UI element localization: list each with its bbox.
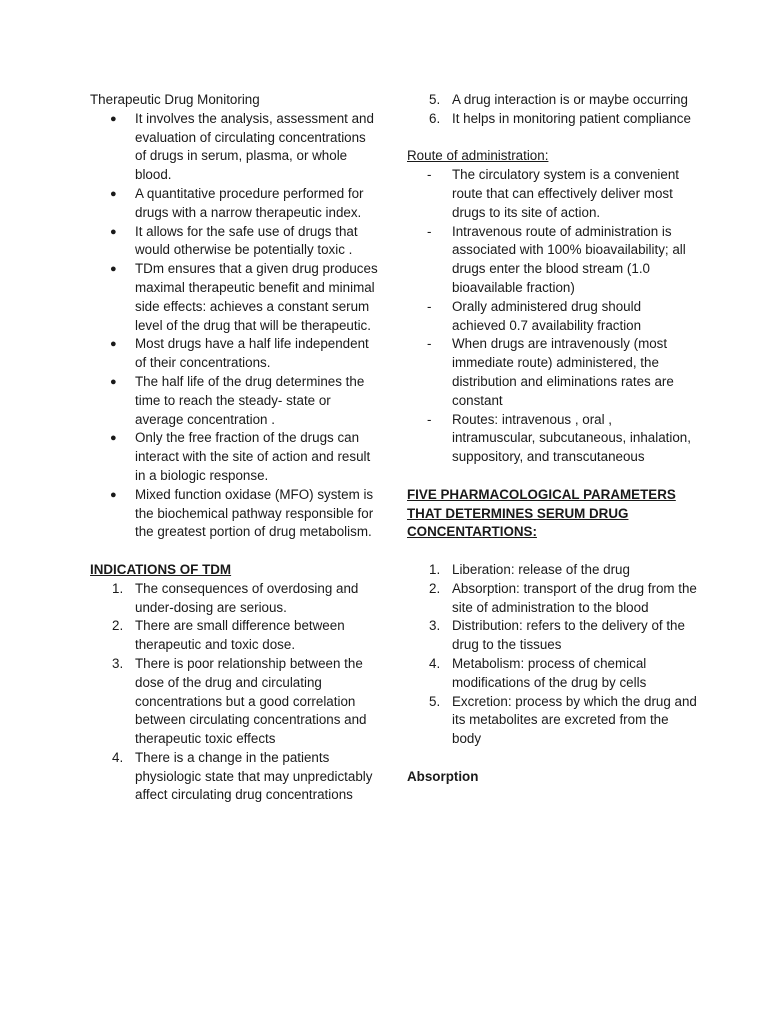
- indications-heading: INDICATIONS OF TDM: [90, 561, 232, 577]
- list-item-text: Mixed function oxidase (MFO) system is the biochemical pathway responsible for the greatest portion of drug metabolism.: [135, 486, 374, 540]
- list-number: 2.: [112, 618, 124, 634]
- params-list: [407, 561, 697, 749]
- list-item-text: The half life of the drug determines the time to reach the steady- state or average concentration .: [135, 373, 365, 427]
- absorption-heading: Absorption: [407, 768, 479, 784]
- list-item: [407, 335, 697, 410]
- indications-list: [90, 580, 380, 806]
- spacer: [407, 467, 697, 486]
- bullet-icon: ●: [110, 432, 117, 445]
- list-item-text: Metabolism: process of chemical modifications of the drug by cells: [452, 655, 647, 690]
- list-item-text: TDm ensures that a given drug produces maximal therapeutic benefit and minimal side effects: achieves a constant serum level of the drug that will be therapeutic.: [135, 261, 378, 333]
- bullet-icon: ●: [110, 112, 117, 125]
- list-item-text: Routes: intravenous , oral , intramuscular, subcutaneous, inhalation, suppository, and transcutaneous: [452, 411, 691, 465]
- params-heading: FIVE PHARMACOLOGICAL PARAMETERS THAT DETERMINES SERUM DRUG CONCENTARTIONS:: [407, 486, 676, 540]
- bullet-icon: ●: [110, 488, 117, 501]
- list-item: [90, 655, 380, 749]
- list-item-text: The consequences of overdosing and under-dosing are serious.: [135, 580, 359, 615]
- list-item-text: It allows for the safe use of drugs that would otherwise be potentially toxic .: [135, 223, 358, 258]
- list-item: [90, 486, 380, 542]
- dash-icon: -: [427, 336, 432, 352]
- bullet-icon: ●: [110, 187, 117, 200]
- list-number: 6.: [429, 110, 441, 126]
- list-item: [407, 166, 697, 222]
- list-item: [407, 580, 697, 618]
- section-title: Therapeutic Drug Monitoring: [90, 92, 260, 107]
- dash-icon: -: [427, 223, 432, 239]
- list-item: [407, 298, 697, 336]
- list-number: 5.: [429, 693, 441, 709]
- list-item-text: Liberation: release of the drug: [452, 561, 630, 577]
- list-item-text: It involves the analysis, assessment and evaluation of circulating concentrations of drugs in serum, plasma, or whole blood.: [135, 110, 374, 183]
- indications-list-continued: [407, 91, 697, 129]
- bullet-icon: ●: [110, 225, 117, 238]
- list-item-text: Absorption: transport of the drug from the site of administration to the blood: [452, 580, 697, 615]
- list-number: 2.: [429, 580, 441, 596]
- bullet-icon: ●: [110, 375, 117, 388]
- list-item-text: When drugs are intravenously (most immediate route) administered, the distribution and eliminations rates are constant: [452, 336, 674, 408]
- list-item-text: Excretion: process by which the drug and its metabolites are excreted from the body: [452, 693, 697, 747]
- list-number: 1.: [429, 561, 441, 577]
- list-item-text: There is a change in the patients physiologic state that may unpredictably affect circulating drug concentrations: [135, 749, 373, 803]
- list-number: 3.: [429, 618, 441, 634]
- list-item-text: Distribution: refers to the delivery of the drug to the tissues: [452, 618, 685, 653]
- route-heading: Route of administration:: [407, 148, 549, 164]
- bullet-icon: ●: [110, 338, 117, 351]
- spacer: [407, 129, 697, 148]
- list-item: [90, 580, 380, 618]
- dash-icon: -: [427, 298, 432, 314]
- list-item: [407, 561, 697, 580]
- list-item: [407, 655, 697, 693]
- left-column: [90, 91, 380, 805]
- list-item: [90, 335, 380, 373]
- list-item: [407, 693, 697, 749]
- list-number: 3.: [112, 655, 124, 671]
- right-column: [407, 91, 697, 786]
- list-item-text: Intravenous route of administration is associated with 100% bioavailability; all drugs enter the blood stream (1.0 bioavailable fraction): [452, 223, 686, 295]
- list-item: [90, 617, 380, 655]
- list-item: [407, 411, 697, 467]
- list-item-text: The circulatory system is a convenient route that can effectively deliver most drugs to its site of action.: [452, 167, 679, 220]
- spacer: [407, 542, 697, 561]
- list-item: [90, 373, 380, 429]
- route-list: [407, 166, 697, 467]
- list-number: 4.: [112, 749, 124, 765]
- list-item: [90, 185, 380, 223]
- list-number: 1.: [112, 580, 124, 596]
- bullet-icon: ●: [110, 263, 117, 276]
- list-item: [90, 749, 380, 805]
- list-item-text: Most drugs have a half life independent of their concentrations.: [135, 336, 369, 371]
- tdm-bullet-list: [90, 110, 380, 542]
- spacer: [90, 542, 380, 561]
- dash-icon: -: [427, 411, 432, 427]
- list-item: [407, 617, 697, 655]
- list-item-text: A drug interaction is or maybe occurring: [452, 92, 688, 107]
- dash-icon: -: [427, 167, 432, 183]
- list-item-text: Only the free fraction of the drugs can interact with the site of action and result in a biologic response.: [135, 430, 371, 483]
- spacer: [407, 749, 697, 768]
- list-item: [407, 91, 697, 110]
- list-item: [407, 110, 697, 129]
- list-number: 4.: [429, 655, 441, 671]
- list-item-text: Orally administered drug should achieved 0.7 availability fraction: [452, 298, 642, 333]
- list-item: [90, 260, 380, 335]
- list-item: [90, 429, 380, 485]
- list-item: [407, 223, 697, 298]
- list-item: [90, 223, 380, 261]
- list-item-text: It helps in monitoring patient compliance: [452, 110, 691, 126]
- list-item-text: There are small difference between therapeutic and toxic dose.: [135, 618, 345, 653]
- list-item-text: There is poor relationship between the dose of the drug and circulating concentrations but a good correlation between circulating concentrations and therapeutic toxic effects: [135, 655, 367, 747]
- list-item: [90, 110, 380, 185]
- list-item-text: A quantitative procedure performed for drugs with a narrow therapeutic index.: [135, 185, 364, 220]
- list-number: 5.: [429, 92, 441, 107]
